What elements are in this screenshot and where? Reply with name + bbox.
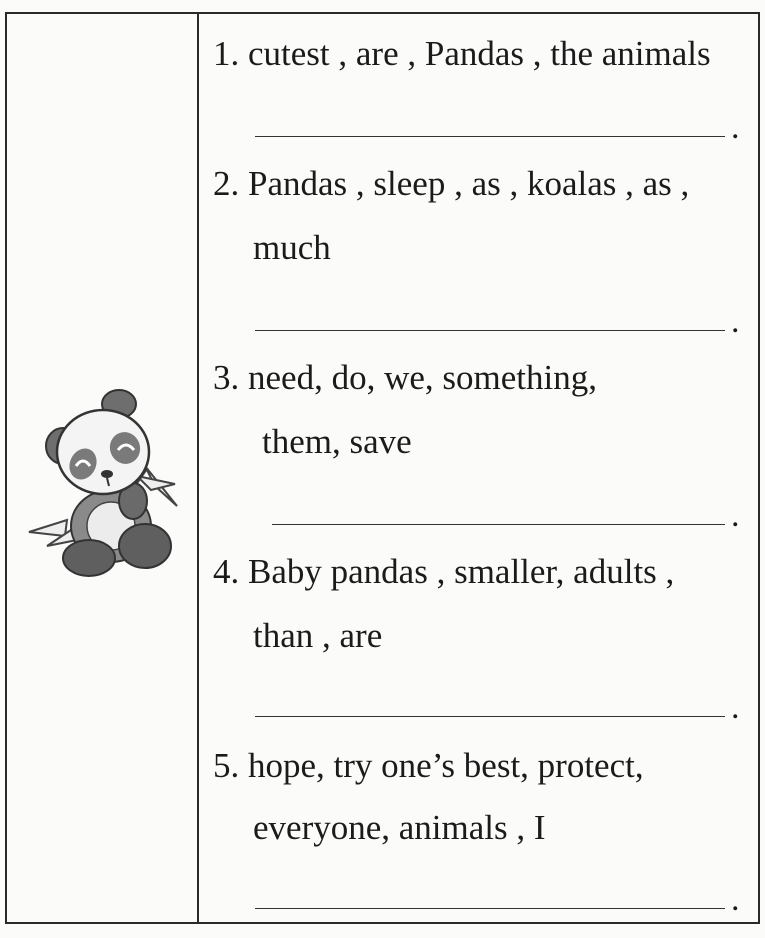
exercise-table	[5, 12, 760, 924]
item-5-prompt	[213, 746, 644, 786]
item-5-number: 5.	[213, 746, 240, 785]
item-5-words: hope, try one’s best, protect,	[248, 746, 644, 785]
item-3-answer-blank[interactable]	[272, 524, 725, 525]
item-5-answer-blank[interactable]	[255, 908, 725, 909]
item-2-period: .	[731, 303, 740, 340]
item-3-period: .	[731, 497, 740, 534]
item-2-prompt	[213, 164, 689, 204]
item-1-words: cutest , are , Pandas , the animals	[248, 34, 711, 73]
panda-illustration-icon	[27, 386, 187, 581]
item-2-words-cont: much	[253, 228, 331, 267]
item-4-period: .	[731, 689, 740, 726]
item-4-number: 4.	[213, 552, 240, 591]
item-2-number: 2.	[213, 164, 240, 203]
item-2-words: Pandas , sleep , as , koalas , as ,	[248, 164, 690, 203]
item-5-period: .	[731, 881, 740, 918]
item-4-words-cont: than , are	[253, 616, 383, 655]
item-1-period: .	[731, 109, 740, 146]
item-5-words-cont: everyone, animals , I	[253, 808, 546, 847]
column-divider	[197, 14, 199, 922]
item-3-words-cont: them, save	[262, 422, 412, 461]
item-3-words: need, do, we, something,	[248, 358, 597, 397]
item-4-prompt	[213, 552, 674, 592]
item-3-prompt	[213, 358, 597, 398]
item-4-answer-blank[interactable]	[255, 716, 725, 717]
item-3-number: 3.	[213, 358, 240, 397]
item-2-answer-blank[interactable]	[255, 330, 725, 331]
item-1-number: 1.	[213, 34, 240, 73]
item-1-answer-blank[interactable]	[255, 136, 725, 137]
item-1-prompt	[213, 34, 711, 74]
item-4-words: Baby pandas , smaller, adults ,	[248, 552, 675, 591]
